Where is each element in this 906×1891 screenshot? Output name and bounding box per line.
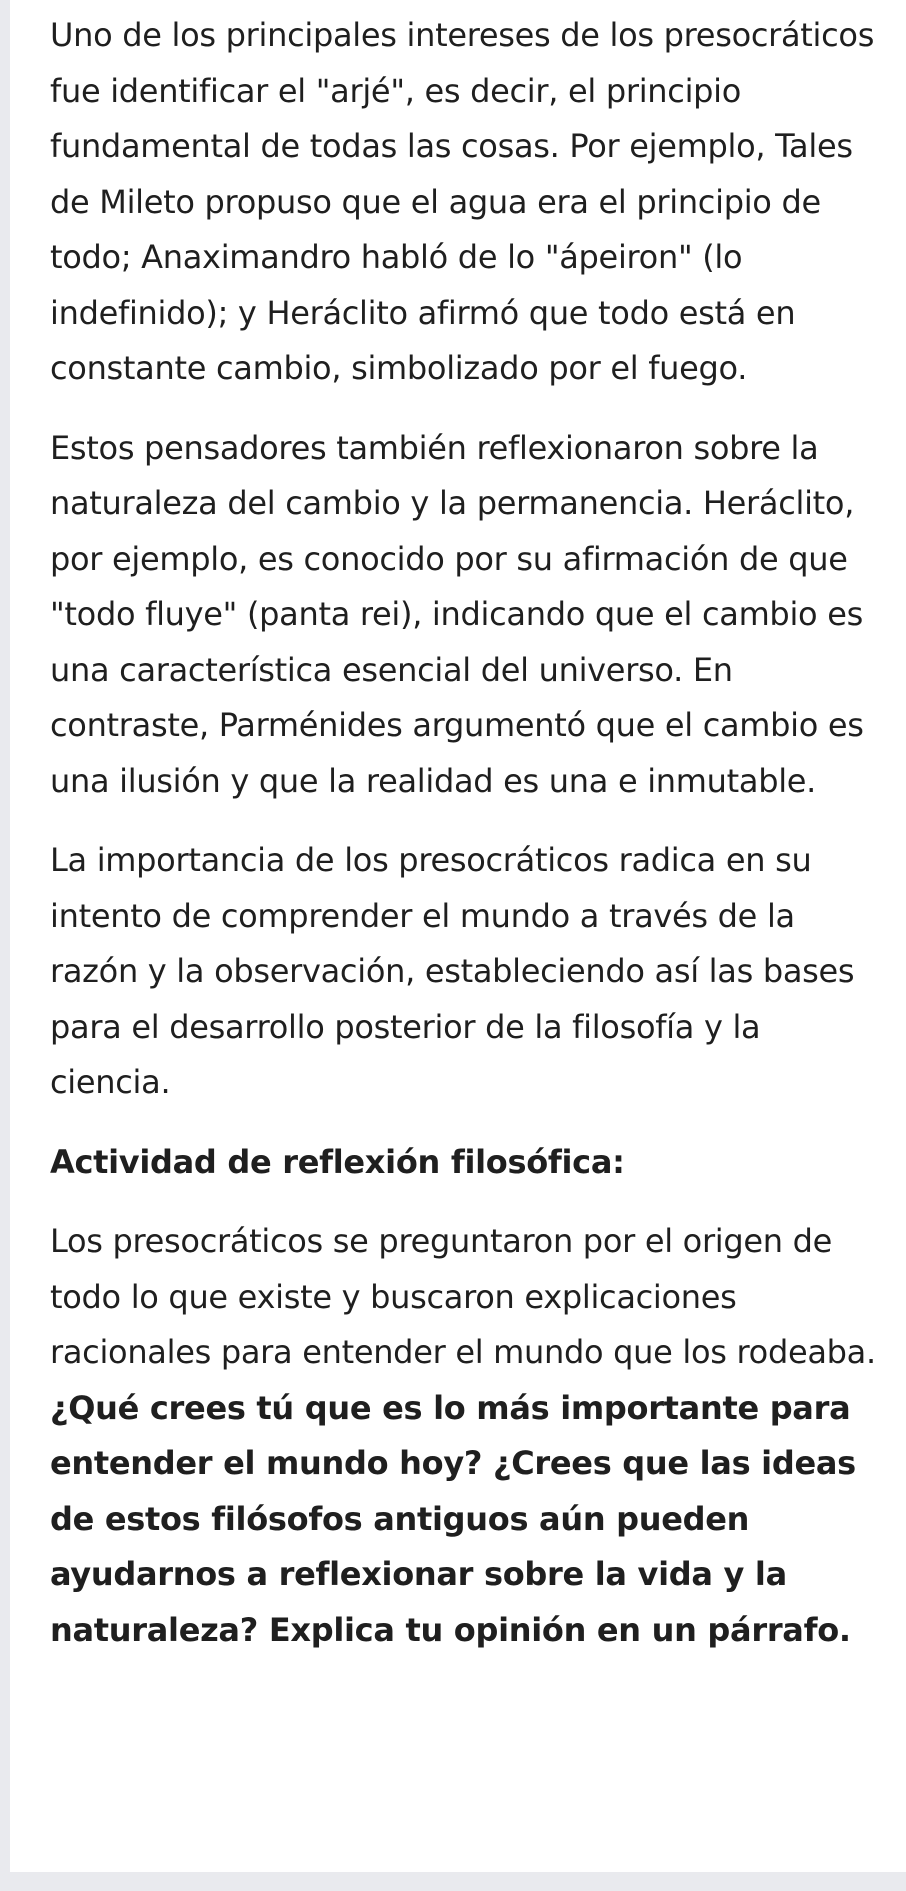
- document-page: [10, 0, 906, 1872]
- paragraph-change-permanence: Estos pensadores también reflexionaron sobre la naturaleza del cambio y la permanencia. Heráclito, por ejemplo, es conocido por su afirmación de que "todo fluye" (panta rei), indicando que el cambio es una característica esencial del universo. En contraste, Parménides argumentó que el cambio es una ilusión y que la realidad es una e inmutable.: [50, 428, 864, 800]
- paragraph-importance: La importancia de los presocráticos radica en su intento de comprender el mundo a través de la razón y la observación, estableciendo así las bases para el desarrollo posterior de la filosofía y la ciencia.: [50, 841, 855, 1101]
- activity-heading: Actividad de reflexión filosófica:: [50, 1142, 625, 1181]
- article-body: [50, 8, 886, 1658]
- activity-question: ¿Qué crees tú que es lo más importante para entender el mundo hoy? ¿Crees que las ideas de estos filósofos antiguos aún pueden ayudarnos a reflexionar sobre la vida y la naturaleza? Explica tu opinión en un párrafo.: [50, 1388, 856, 1649]
- activity-intro: Los presocráticos se preguntaron por el origen de todo lo que existe y buscaron explicaciones racionales para entender el mundo que los rodeaba.: [50, 1222, 876, 1371]
- paragraph-arje: Uno de los principales intereses de los presocráticos fue identificar el "arjé", es decir, el principio fundamental de todas las cosas. Por ejemplo, Tales de Mileto propuso que el agua era el principio de todo; Anaximandro habló de lo "ápeiron" (lo indefinido); y Heráclito afirmó que todo está en constante cambio, simbolizado por el fuego.: [50, 16, 875, 387]
